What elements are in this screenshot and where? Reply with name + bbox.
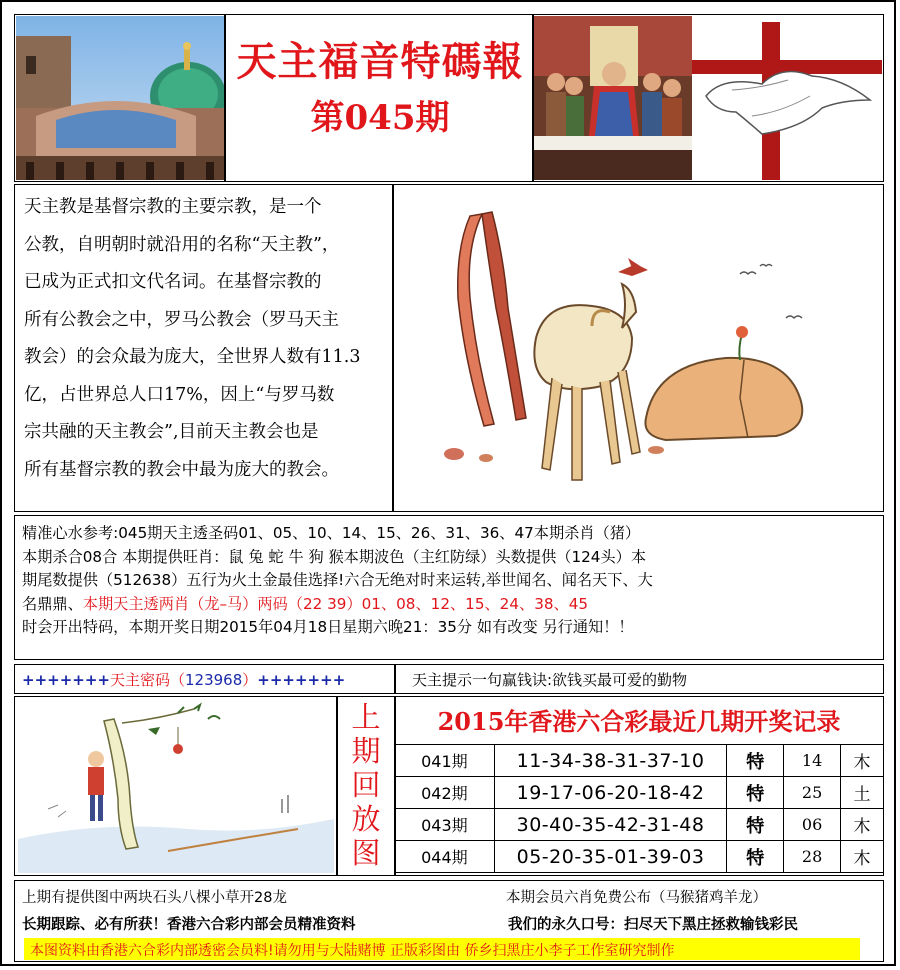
footer-right-2: 我们的永久口号：扫尽天下黑庄拯救输钱彩民 xyxy=(508,917,798,933)
element-cell: 木 xyxy=(841,809,884,841)
church-dome-image xyxy=(16,16,224,180)
reference-line: 本期杀合08合 本期提供旺肖：鼠 兔 蛇 牛 狗 猴本期波色（主红防绿）头数提供（124头）本 xyxy=(22,547,647,566)
footer-banner xyxy=(24,938,860,960)
tip-text: 天主提示一句赢钱诀:欲钱买最可爱的勤物 xyxy=(412,671,688,689)
deer-cartoon-image xyxy=(396,188,880,508)
story-text xyxy=(24,189,396,489)
footer-left-2: 长期跟踪、必有所获！香港六合彩内部会员精准资料 xyxy=(22,917,356,933)
story-line: 所有基督宗教的教会中最为庞大的教会。 xyxy=(24,459,339,480)
replay-char: 图 xyxy=(351,836,381,870)
page-title: 天主福音特碼報 xyxy=(236,38,524,85)
special-number-cell: 06 xyxy=(784,809,841,841)
story-line: 教会）的会众最为庞大，全世界人数有11.3 xyxy=(24,347,361,367)
element-cell: 木 xyxy=(841,841,884,873)
special-label-cell: 特 xyxy=(727,745,784,777)
reference-line: 时会开出特码，本期开奖日期2015年04月18日星期六晚21：35分 如有改变 另行通知！！ xyxy=(22,618,634,637)
numbers-cell: 05-20-35-01-39-03 xyxy=(494,841,726,873)
secret-close: ） xyxy=(242,671,258,689)
issue-cell: 044期 xyxy=(395,841,495,873)
secret-prefix: +++++++ xyxy=(22,671,110,689)
secret-code xyxy=(22,669,345,690)
story-divider xyxy=(392,184,394,512)
story-line: 已成为正式扣文代名词。在基督宗教的 xyxy=(24,272,322,292)
table-row xyxy=(395,841,884,873)
secret-code-value: 123968 xyxy=(185,671,243,689)
story-line: 公教，自明朝时就沿用的名称“天主教”， xyxy=(24,234,340,255)
story-line: 天主教是基督宗教的主要宗教，是一个 xyxy=(24,197,322,217)
numbers-cell: 19-17-06-20-18-42 xyxy=(494,777,726,809)
footer-left-1: 上期有提供图中两块石头八棵小草开28龙 xyxy=(22,890,287,906)
footer-banner-text: 本图资料由香港六合彩内部透密会员料!请勿用与大陆赌博 正版彩图由 侨乡扫黑庄小李子工作室研究制作 xyxy=(30,943,675,959)
special-number-cell: 28 xyxy=(784,841,841,873)
element-cell: 土 xyxy=(841,777,884,809)
last-supper-image xyxy=(534,16,692,180)
element-cell: 木 xyxy=(841,745,884,777)
replay-char: 放 xyxy=(351,802,381,836)
replay-char: 期 xyxy=(351,734,381,768)
story-line: 亿，占世界总人口17%，因上“与罗马数 xyxy=(24,384,335,405)
special-label-cell: 特 xyxy=(727,809,784,841)
reference-highlight: 本期天主透两肖（龙–马）两码（22 39）01、08、12、15、24、38、45 xyxy=(82,594,589,613)
special-number-cell: 14 xyxy=(784,745,841,777)
reference-line: 精准心水参考:045期天主透圣码01、05、10、14、15、26、31、36、47本期杀肖（猪） xyxy=(22,524,641,542)
story-line: 所有公教会之中，罗马公教会（罗马天主 xyxy=(24,309,339,330)
results-title: 2015年香港六合彩最近几期开奖记录 xyxy=(437,707,841,736)
reference-line xyxy=(22,593,653,617)
story-line: 宗共融的天主教会”,目前天主教会也是 xyxy=(24,422,319,442)
header-divider-1 xyxy=(224,14,226,182)
kid-cartoon-image xyxy=(18,699,334,873)
table-row xyxy=(395,745,884,777)
issue-cell: 043期 xyxy=(395,809,495,841)
special-number-cell: 25 xyxy=(784,777,841,809)
special-label-cell: 特 xyxy=(727,777,784,809)
secret-suffix: +++++++ xyxy=(257,671,346,689)
issue-cell: 041期 xyxy=(395,745,495,777)
reference-text xyxy=(22,522,653,640)
table-row xyxy=(395,777,884,809)
reference-line-black: 名鼎鼎、 xyxy=(22,594,83,613)
numbers-cell: 11-34-38-31-37-10 xyxy=(494,745,726,777)
table-row xyxy=(395,809,884,841)
secret-divider xyxy=(394,664,396,694)
footer-right-1: 本期会员六肖免费公布（马猴猪鸡羊龙） xyxy=(506,890,767,906)
cross-dove-image xyxy=(692,16,882,180)
replay-label xyxy=(338,700,394,870)
replay-char: 上 xyxy=(351,700,381,734)
secret-label: 天主密码（ xyxy=(109,671,185,689)
special-label-cell: 特 xyxy=(727,841,784,873)
replay-char: 回 xyxy=(351,768,381,802)
issue-number: 第045期 xyxy=(310,98,450,138)
results-table xyxy=(394,744,884,873)
numbers-cell: 30-40-35-42-31-48 xyxy=(494,809,726,841)
reference-line: 期尾数提供（512638）五行为火土金最佳选择!六合无绝对时来运转,举世闻名、闻名天下、大 xyxy=(22,571,653,590)
issue-cell: 042期 xyxy=(395,777,495,809)
